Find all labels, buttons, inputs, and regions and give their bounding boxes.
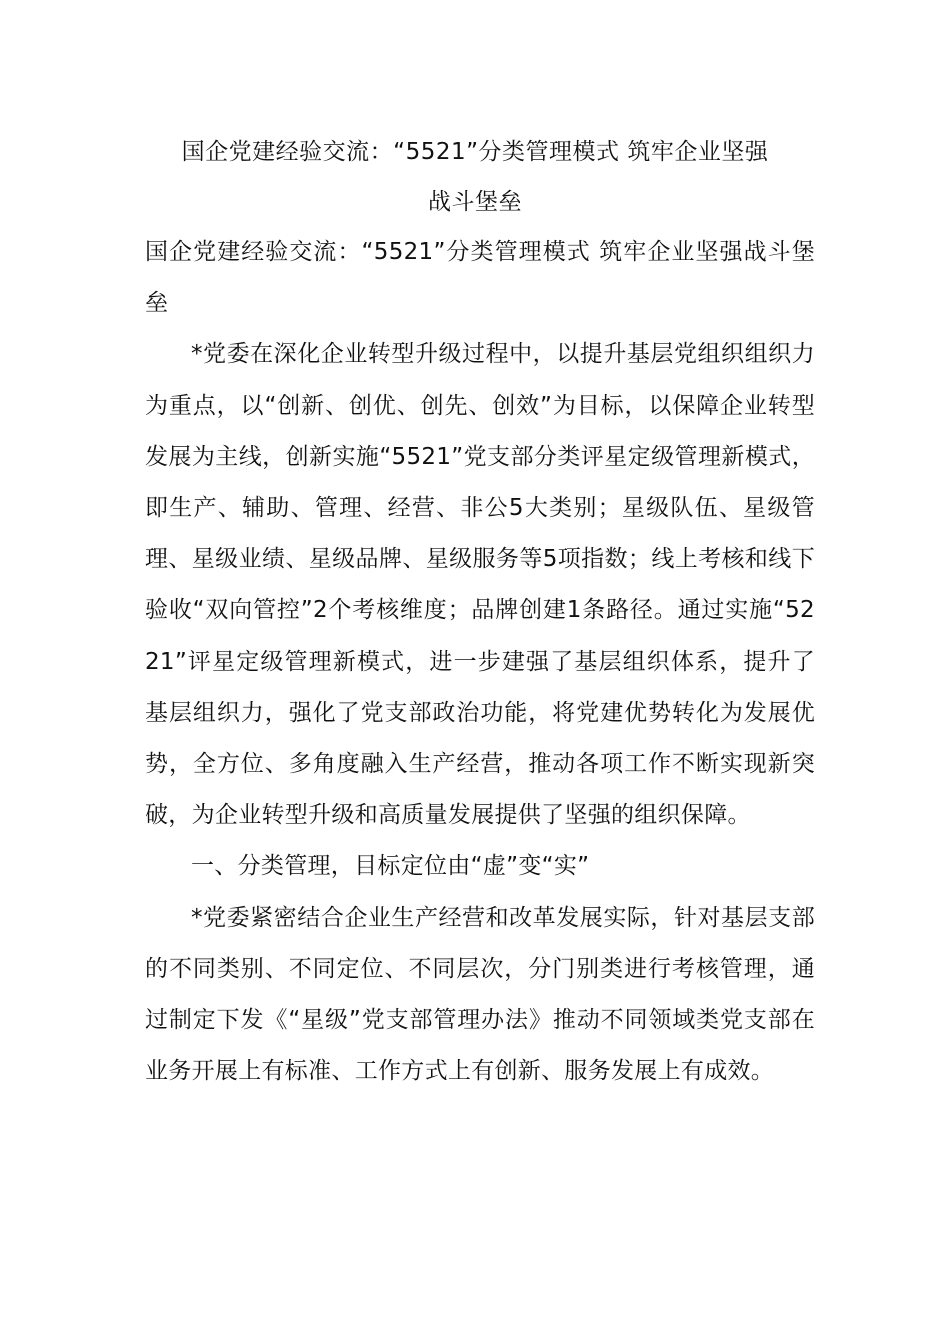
document-subtitle: 国企党建经验交流：“5521”分类管理模式 筑牢企业坚强战斗堡垒 <box>145 239 815 317</box>
document-body <box>145 227 815 1097</box>
document-title <box>130 127 820 227</box>
section-1-paragraph: *党委紧密结合企业生产经营和改革发展实际，针对基层支部的不同类别、不同定位、不同层次，分门别类进行考核管理，通过制定下发《“星级”党支部管理办法》推动不同领域类党支部在业务开展上有标准、工作方式上有创新、服务发展上有成效。 <box>145 904 815 1085</box>
title-line-1: 国企党建经验交流：“5521”分类管理模式 筑牢企业坚强 <box>181 139 769 165</box>
title-line-2: 战斗堡垒 <box>428 189 522 215</box>
intro-paragraph: *党委在深化企业转型升级过程中，以提升基层党组织组织力为重点，以“创新、创优、创先、创效”为目标，以保障企业转型发展为主线，创新实施“5521”党支部分类评星定级管理新模式，即生产、辅助、管理、经营、非公5大类别；星级队伍、星级管理、星级业绩、星级品牌、星级服务等5项指数；线上考核和线下验收“双向管控”2个考核维度；品牌创建1条路径。通过实施“5221”评星定级管理新模式，进一步建强了基层组织体系，提升了基层组织力，强化了党支部政治功能，将党建优势转化为发展优势，全方位、多角度融入生产经营，推动各项工作不断实现新突破，为企业转型升级和高质量发展提供了坚强的组织保障。 <box>145 341 815 829</box>
section-heading-1: 一、分类管理，目标定位由“虚”变“实” <box>191 853 590 880</box>
